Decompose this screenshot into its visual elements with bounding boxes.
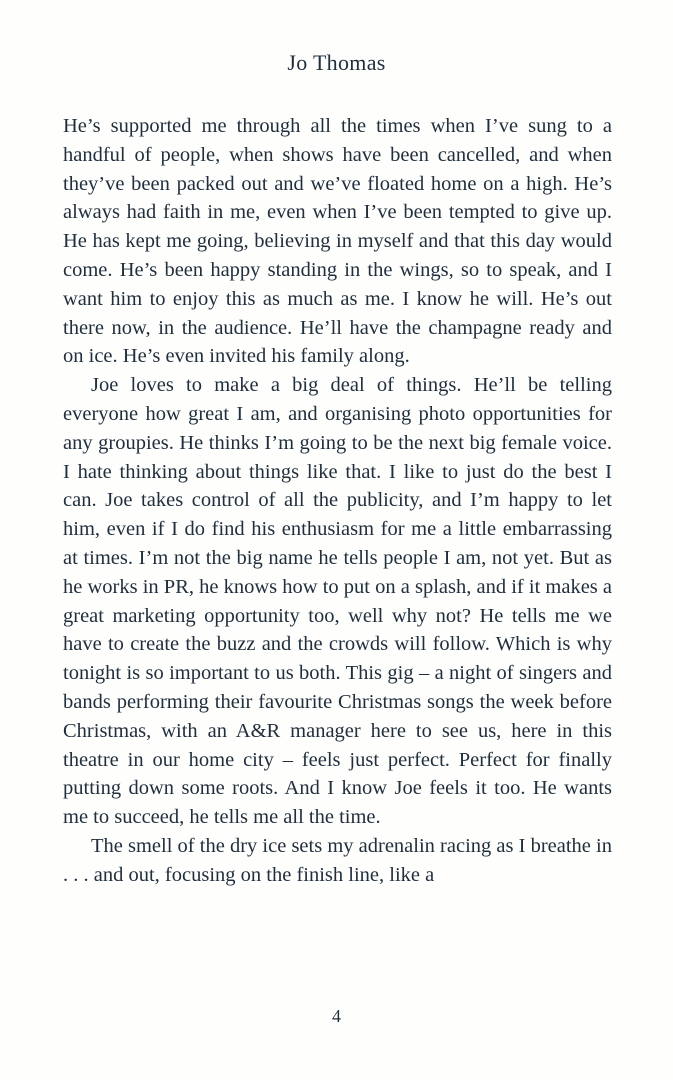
body-text	[63, 112, 612, 890]
paragraph: The smell of the dry ice sets my adrenalin racing as I breathe in . . . and out, focusing on the finish line, like a	[63, 834, 612, 886]
running-header: Jo Thomas	[287, 50, 386, 75]
paragraph: He’s supported me through all the times when I’ve sung to a handful of people, when shows have been cancelled, and when they’ve been packed out and we’ve floated home on a high. He’s always had faith in me, even when I’ve been tempted to give up. He has kept me going, believing in myself and that this day would come. He’s been happy standing in the wings, so to speak, and I want him to enjoy this as much as me. I know he will. He’s out there now, in the audience. He’ll have the champagne ready and on ice. He’s even invited his family along.	[63, 115, 612, 368]
paragraph: Joe loves to make a big deal of things. He’ll be telling everyone how great I am, and organising photo opportunities for any groupies. He thinks I’m going to be the next big female voice. I hate thinking about things like that. I like to just do the best I can. Joe takes control of all the publicity, and I’m happy to let him, even if I do find his enthusiasm for me a little embarrassing at times. I’m not the big name he tells people I am, not yet. But as he works in PR, he knows how to put on a splash, and if it makes a great marketing opportunity too, well why not? He tells me we have to create the buzz and the crowds will follow. Which is why tonight is so important to us both. This gig – a night of singers and bands performing their favourite Christmas songs the week before Christmas, with an A&R manager here to see us, here in this theatre in our home city – feels just perfect. Perfect for finally putting down some roots. And I know Joe feels it too. He wants me to succeed, he tells me all the time.	[63, 374, 612, 829]
page-number: 4	[332, 1006, 341, 1026]
